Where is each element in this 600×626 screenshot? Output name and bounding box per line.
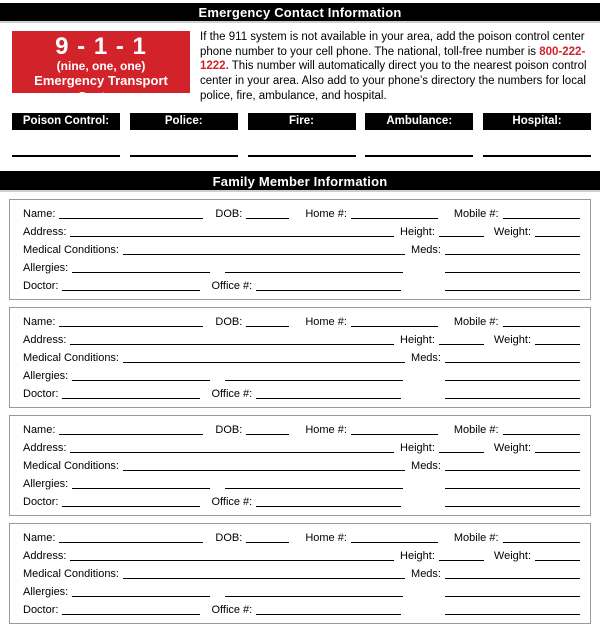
office-phone-label: Office #: — [211, 603, 253, 616]
fire-blank-line[interactable] — [248, 155, 356, 157]
dob-label: DOB: — [215, 315, 243, 328]
mobile-phone-label: Mobile #: — [453, 207, 499, 220]
doctor-label: Doctor: — [23, 495, 59, 508]
family-row-allergies — [23, 366, 580, 384]
weight-label: Weight: — [493, 333, 531, 346]
height-blank-line[interactable] — [439, 344, 484, 345]
meds-label: Meds: — [411, 459, 441, 472]
name-label: Name: — [23, 423, 56, 436]
name-label: Name: — [23, 315, 56, 328]
meds-extra-blank-line-2[interactable] — [445, 290, 580, 291]
allergies-extra-blank-line[interactable] — [225, 488, 403, 489]
intro-paragraph — [200, 30, 595, 104]
ambulance-blank-line[interactable] — [365, 155, 473, 157]
nine-one-one-number: 9 - 1 - 1 — [55, 33, 147, 60]
weight-label: Weight: — [493, 441, 531, 454]
name-blank-line[interactable] — [59, 326, 203, 327]
family-row-name — [23, 312, 580, 330]
address-blank-line[interactable] — [70, 236, 394, 237]
family-row-doctor — [23, 600, 580, 618]
contact-label-police: Police: — [130, 113, 238, 130]
home-phone-blank-line[interactable] — [351, 218, 438, 219]
home-phone-blank-line[interactable] — [351, 542, 438, 543]
family-member-block — [9, 415, 591, 516]
allergies-label: Allergies: — [23, 369, 69, 382]
allergies-blank-line[interactable] — [72, 596, 210, 597]
office-phone-label: Office #: — [211, 279, 253, 292]
intro-section — [12, 31, 595, 104]
family-row-medical — [23, 564, 580, 582]
doctor-label: Doctor: — [23, 387, 59, 400]
contact-label-ambulance: Ambulance: — [365, 113, 473, 130]
meds-extra-blank-line-2[interactable] — [445, 614, 580, 615]
poison-control-phone-number: 800-222-1222. — [200, 45, 586, 73]
allergies-blank-line[interactable] — [72, 380, 210, 381]
meds-extra-blank-line-2[interactable] — [445, 398, 580, 399]
family-members-list — [0, 199, 600, 624]
medical-conditions-blank-line[interactable] — [123, 254, 405, 255]
contact-label-poison-control: Poison Control: — [12, 113, 120, 130]
home-phone-blank-line[interactable] — [351, 434, 438, 435]
office-phone-blank-line[interactable] — [256, 614, 401, 615]
family-row-address — [23, 222, 580, 240]
weight-label: Weight: — [493, 549, 531, 562]
weight-blank-line[interactable] — [535, 236, 580, 237]
dob-blank-line[interactable] — [246, 326, 289, 327]
name-label: Name: — [23, 531, 56, 544]
address-blank-line[interactable] — [70, 452, 394, 453]
meds-extra-blank-line-2[interactable] — [445, 506, 580, 507]
medical-conditions-blank-line[interactable] — [123, 470, 405, 471]
family-row-medical — [23, 456, 580, 474]
family-row-address — [23, 438, 580, 456]
home-phone-label: Home #: — [305, 423, 347, 436]
height-blank-line[interactable] — [439, 236, 484, 237]
weight-blank-line[interactable] — [535, 452, 580, 453]
dob-blank-line[interactable] — [246, 218, 289, 219]
address-label: Address: — [23, 549, 67, 562]
meds-blank-line[interactable] — [445, 362, 580, 363]
family-row-name — [23, 420, 580, 438]
doctor-label: Doctor: — [23, 603, 59, 616]
office-phone-blank-line[interactable] — [256, 398, 401, 399]
police-blank-line[interactable] — [130, 155, 238, 157]
office-phone-label: Office #: — [211, 387, 253, 400]
height-label: Height: — [400, 441, 435, 454]
family-row-allergies — [23, 582, 580, 600]
allergies-label: Allergies: — [23, 477, 69, 490]
family-row-medical — [23, 240, 580, 258]
name-blank-line[interactable] — [59, 434, 203, 435]
allergies-blank-line[interactable] — [72, 272, 210, 273]
meds-extra-blank-line-1[interactable] — [445, 596, 580, 597]
emergency-contacts-blanks-row — [12, 155, 591, 157]
allergies-extra-blank-line[interactable] — [225, 272, 403, 273]
allergies-extra-blank-line[interactable] — [225, 596, 403, 597]
intro-text-before-phone: If the 911 system is not available in your area, add the poison control center phone number to your cell phone. The national, toll-free number is — [200, 31, 585, 58]
address-label: Address: — [23, 225, 67, 238]
dob-blank-line[interactable] — [246, 542, 289, 543]
name-blank-line[interactable] — [59, 542, 203, 543]
weight-blank-line[interactable] — [535, 344, 580, 345]
meds-blank-line[interactable] — [445, 470, 580, 471]
emergency-contacts-labels-row — [12, 113, 591, 130]
height-label: Height: — [400, 333, 435, 346]
mobile-phone-blank-line[interactable] — [503, 542, 580, 543]
hospital-blank-line[interactable] — [483, 155, 591, 157]
medical-conditions-label: Medical Conditions: — [23, 243, 119, 256]
office-phone-blank-line[interactable] — [256, 506, 401, 507]
medical-conditions-label: Medical Conditions: — [23, 351, 119, 364]
meds-label: Meds: — [411, 567, 441, 580]
weight-label: Weight: — [493, 225, 531, 238]
doctor-blank-line[interactable] — [62, 290, 200, 291]
family-row-doctor — [23, 492, 580, 510]
height-label: Height: — [400, 225, 435, 238]
height-blank-line[interactable] — [439, 560, 484, 561]
allergies-label: Allergies: — [23, 261, 69, 274]
contact-label-fire: Fire: — [248, 113, 356, 130]
family-member-block — [9, 307, 591, 408]
dob-label: DOB: — [215, 207, 243, 220]
intro-text-after-phone: This number will automatically direct you to the nearest poison control center in your area. Also add to your phone’s directory the numbers for local police, fire, ambulance, and hospital. — [200, 60, 587, 102]
emergency-form-page — [0, 3, 600, 624]
section-header-emergency — [0, 3, 600, 23]
section-header-family — [0, 171, 600, 192]
doctor-blank-line[interactable] — [62, 506, 200, 507]
meds-extra-blank-line-1[interactable] — [445, 488, 580, 489]
weight-blank-line[interactable] — [535, 560, 580, 561]
family-row-address — [23, 546, 580, 564]
height-label: Height: — [400, 549, 435, 562]
nine-one-one-pronunciation: (nine, one, one) — [56, 59, 146, 73]
meds-blank-line[interactable] — [445, 254, 580, 255]
name-label: Name: — [23, 207, 56, 220]
meds-blank-line[interactable] — [445, 578, 580, 579]
family-member-block — [9, 199, 591, 300]
mobile-phone-label: Mobile #: — [453, 423, 499, 436]
home-phone-blank-line[interactable] — [351, 326, 438, 327]
allergies-extra-blank-line[interactable] — [225, 380, 403, 381]
mobile-phone-blank-line[interactable] — [503, 434, 580, 435]
family-row-allergies — [23, 474, 580, 492]
home-phone-label: Home #: — [305, 315, 347, 328]
family-row-allergies — [23, 258, 580, 276]
office-phone-blank-line[interactable] — [256, 290, 401, 291]
family-row-name — [23, 528, 580, 546]
contact-label-hospital: Hospital: — [483, 113, 591, 130]
office-phone-label: Office #: — [211, 495, 253, 508]
address-blank-line[interactable] — [70, 560, 394, 561]
family-row-medical — [23, 348, 580, 366]
address-blank-line[interactable] — [70, 344, 394, 345]
medical-conditions-blank-line[interactable] — [123, 362, 405, 363]
meds-label: Meds: — [411, 243, 441, 256]
doctor-blank-line[interactable] — [62, 398, 200, 399]
height-blank-line[interactable] — [439, 452, 484, 453]
allergies-blank-line[interactable] — [72, 488, 210, 489]
emergency-section-title: Emergency Contact Information — [198, 5, 402, 20]
mobile-phone-label: Mobile #: — [453, 531, 499, 544]
family-row-address — [23, 330, 580, 348]
address-label: Address: — [23, 441, 67, 454]
doctor-blank-line[interactable] — [62, 614, 200, 615]
doctor-label: Doctor: — [23, 279, 59, 292]
family-member-block — [9, 523, 591, 624]
emergency-transport-label: Emergency Transport System — [34, 73, 168, 104]
meds-label: Meds: — [411, 351, 441, 364]
dob-blank-line[interactable] — [246, 434, 289, 435]
poison-control-blank-line[interactable] — [12, 155, 120, 157]
mobile-phone-blank-line[interactable] — [503, 218, 580, 219]
family-row-name — [23, 204, 580, 222]
family-section-title: Family Member Information — [212, 173, 388, 189]
medical-conditions-blank-line[interactable] — [123, 578, 405, 579]
home-phone-label: Home #: — [305, 531, 347, 544]
medical-conditions-label: Medical Conditions: — [23, 567, 119, 580]
mobile-phone-label: Mobile #: — [453, 315, 499, 328]
allergies-label: Allergies: — [23, 585, 69, 598]
meds-extra-blank-line-1[interactable] — [445, 272, 580, 273]
nine-one-one-badge — [12, 31, 190, 104]
dob-label: DOB: — [215, 423, 243, 436]
dob-label: DOB: — [215, 531, 243, 544]
family-row-doctor — [23, 384, 580, 402]
family-row-doctor — [23, 276, 580, 294]
home-phone-label: Home #: — [305, 207, 347, 220]
mobile-phone-blank-line[interactable] — [503, 326, 580, 327]
meds-extra-blank-line-1[interactable] — [445, 380, 580, 381]
address-label: Address: — [23, 333, 67, 346]
name-blank-line[interactable] — [59, 218, 203, 219]
medical-conditions-label: Medical Conditions: — [23, 459, 119, 472]
